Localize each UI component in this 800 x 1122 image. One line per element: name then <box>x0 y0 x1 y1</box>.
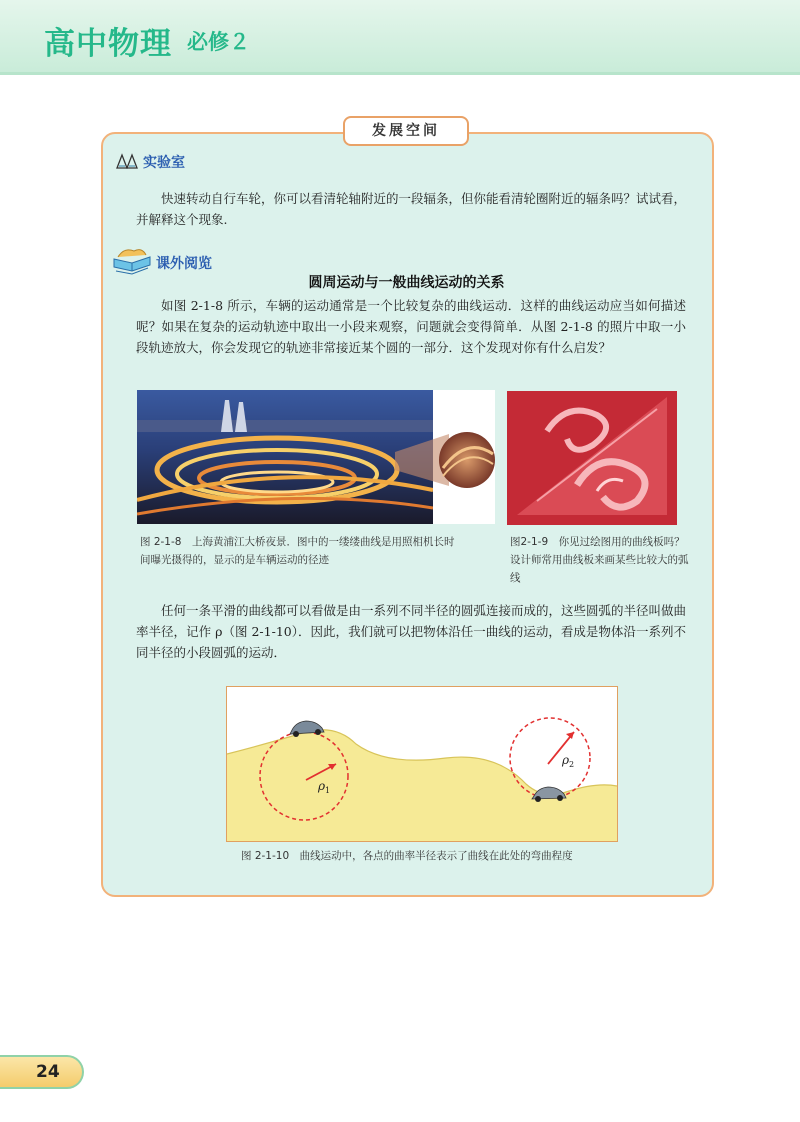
bridge-night-photo <box>137 390 495 524</box>
reading-label: 课外阅览 <box>156 256 212 272</box>
curvature-diagram-svg <box>226 686 618 842</box>
page-number-tab <box>0 1055 84 1089</box>
page-header <box>0 0 800 75</box>
figure-2-1-9-caption: 图2-1-9 你见过绘图用的曲线板吗？设计师常用曲线板来画某些比较大的弧线 <box>510 536 689 584</box>
lab-text: 快速转动自行车轮，你可以看清轮轴附近的一段辐条，但你能看清轮圈附近的辐条吗？试试看，并解释这个现象. <box>136 191 687 227</box>
page-number: 24 <box>36 1062 60 1082</box>
book-subtitle: 必修２ <box>187 30 250 54</box>
rho2-subscript: 2 <box>569 760 575 769</box>
book-title: 高中物理 <box>44 26 172 62</box>
article-title: 圆周运动与一般曲线运动的关系 <box>308 275 505 291</box>
figure-2-1-10-caption: 图 2-1-10 曲线运动中，各点的曲率半径表示了曲线在此处的弯曲程度 <box>241 850 573 862</box>
figure-2-1-8-caption: 图 2-1-8 上海黄浦江大桥夜景．图中的一缕缕曲线是用照相机长时间曝光摄得的，显示的是车辆运动的径迹 <box>140 536 455 566</box>
book-icon <box>112 245 152 275</box>
reading-paragraph-1: 如图 2-1-8 所示，车辆的运动通常是一个比较复杂的曲线运动．这样的曲线运动应当如何描述呢？如果在复杂的运动轨迹中取出一小段来观察，问题就会变得简单．从图 2-1-8 的照片中取一小段轨迹放大，你会发现它的轨迹非常接近某个圆的一部分．这个发现对你有什么启发？ <box>136 298 686 355</box>
rho1-subscript: 1 <box>325 786 331 795</box>
flask-icon <box>114 152 142 170</box>
curve-ruler-photo <box>507 391 677 525</box>
rho1-label: ρ <box>318 779 326 793</box>
curvature-diagram <box>226 686 618 842</box>
panel-tab-label: 发展空间 <box>343 116 469 146</box>
rho2-label: ρ <box>562 753 570 767</box>
reading-paragraph-2: 任何一条平滑的曲线都可以看做是由一系列不同半径的圆弧连接而成的，这些圆弧的半径叫做曲率半径，记作 ρ（图 2-1-10）．因此，我们就可以把物体沿任一曲线的运动，看成是物体沿一系列不同半径的小段圆弧的运动． <box>136 603 687 660</box>
lab-label: 实验室 <box>143 155 185 171</box>
